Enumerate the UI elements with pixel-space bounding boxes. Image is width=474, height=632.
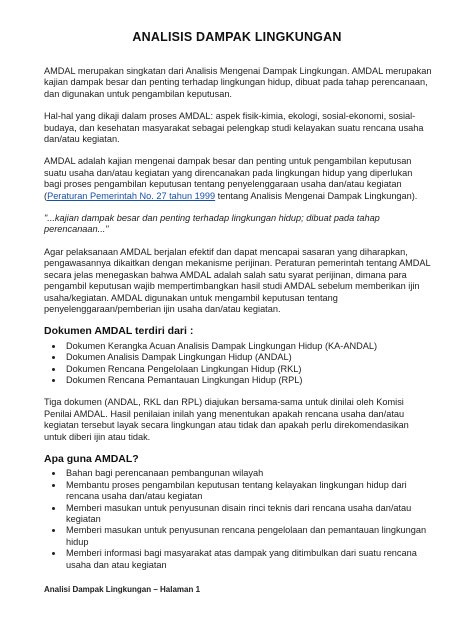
list-item: • Memberi masukan untuk penyusunan disain rinci teknis dari rencana usaha dan/atau kegiatan [64,503,432,526]
list-item: • Bahan bagi perencanaan pembangunan wilayah [64,468,432,479]
paragraph-regulation [44,156,432,202]
regulation-text-after: tentang Analisis Mengenai Dampak Lingkungan). [215,190,418,201]
list-item: • Memberi masukan untuk penyusunan rencana pengelolaan dan pemantauan lingkungan hidup [64,525,432,548]
list-item: • Memberi informasi bagi masyarakat atas dampak yang ditimbulkan dari suatu rencana usaha dan atau kegiatan [64,548,432,571]
regulation-text-before: AMDAL adalah kajian mengenai dampak besar dan penting untuk pengambilan keputusan suatu usaha dan/atau kegiatan yang direncanakan pada lingkungan hidup yang diperlukan bagi proses pengambilan keputusan tentang penyelenggaraan usaha dan/atau kegiatan ( [44,156,413,201]
docs-list [44,341,432,387]
paragraph-licensing: Agar pelaksanaan AMDAL berjalan efektif dan dapat mencapai sasaran yang diharapkan, pengawasannya dikaitkan dengan mekanisme perijinan. Peraturan pemerintah tentang AMDAL secara jelas menegaskan bahwa AMDAL adalah salah satu syarat perijinan, dimana para pengambil keputusan wajib mempertimbangkan hasil studi AMDAL sebelum memberikan ijin usaha/kegiatan. AMDAL digunakan untuk mengambil keputusan tentang penyelenggaraan/pemberian ijin usaha dan/atau kegiatan. [44,246,431,314]
page-footer: Analisi Dampak Lingkungan – Halaman 1 [44,585,201,594]
docs-heading: Dokumen AMDAL terdiri dari : [44,325,194,338]
list-item: • Membantu proses pengambilan keputusan tentang kelayakan lingkungan hidup dari rencana usaha dan/atau kegiatan [64,480,432,503]
uses-list [44,468,432,571]
paragraph-definition: AMDAL merupakan singkatan dari Analisis Mengenai Dampak Lingkungan. AMDAL merupakan kajian dampak besar dan penting terhadap lingkungan hidup, dibuat pada tahap perencanaan, dan digunakan untuk pengambilan keputusan. [44,66,432,99]
quote-paragraph: "...kajian dampak besar dan penting terhadap lingkungan hidup; dibuat pada tahap perencanaan..." [44,213,380,235]
regulation-link[interactable]: Peraturan Pemerintah No. 27 tahun 1999 [47,190,216,201]
list-item: • Dokumen Rencana Pengelolaan Lingkungan Hidup (RKL) [64,364,432,375]
list-item: • Dokumen Analisis Dampak Lingkungan Hidup (ANDAL) [64,352,432,363]
uses-heading: Apa guna AMDAL? [44,452,139,465]
paragraph-assessment: Tiga dokumen (ANDAL, RKL dan RPL) diajukan bersama-sama untuk dinilai oleh Komisi Penilai AMDAL. Hasil penilaian inilah yang menentukan apakah rencana usaha dan/atau kegiatan tersebut layak secara lingkungan atau tidak dan apakah perlu direkomendasikan untuk diberi ijin atau tidak. [44,397,409,442]
list-item: • Dokumen Kerangka Acuan Analisis Dampak Lingkungan Hidup (KA-ANDAL) [64,341,432,352]
page-title: ANALISIS DAMPAK LINGKUNGAN [132,30,342,44]
document-body [44,66,432,582]
list-item: • Dokumen Rencana Pemantauan Lingkungan Hidup (RPL) [64,375,432,386]
paragraph-aspects: Hal-hal yang dikaji dalam proses AMDAL: aspek fisik-kimia, ekologi, sosial-ekonomi, sosial-budaya, dan kesehatan masyarakat sebagai pelengkap studi kelayakan suatu rencana usaha dan/atau kegiatan. [44,111,424,145]
